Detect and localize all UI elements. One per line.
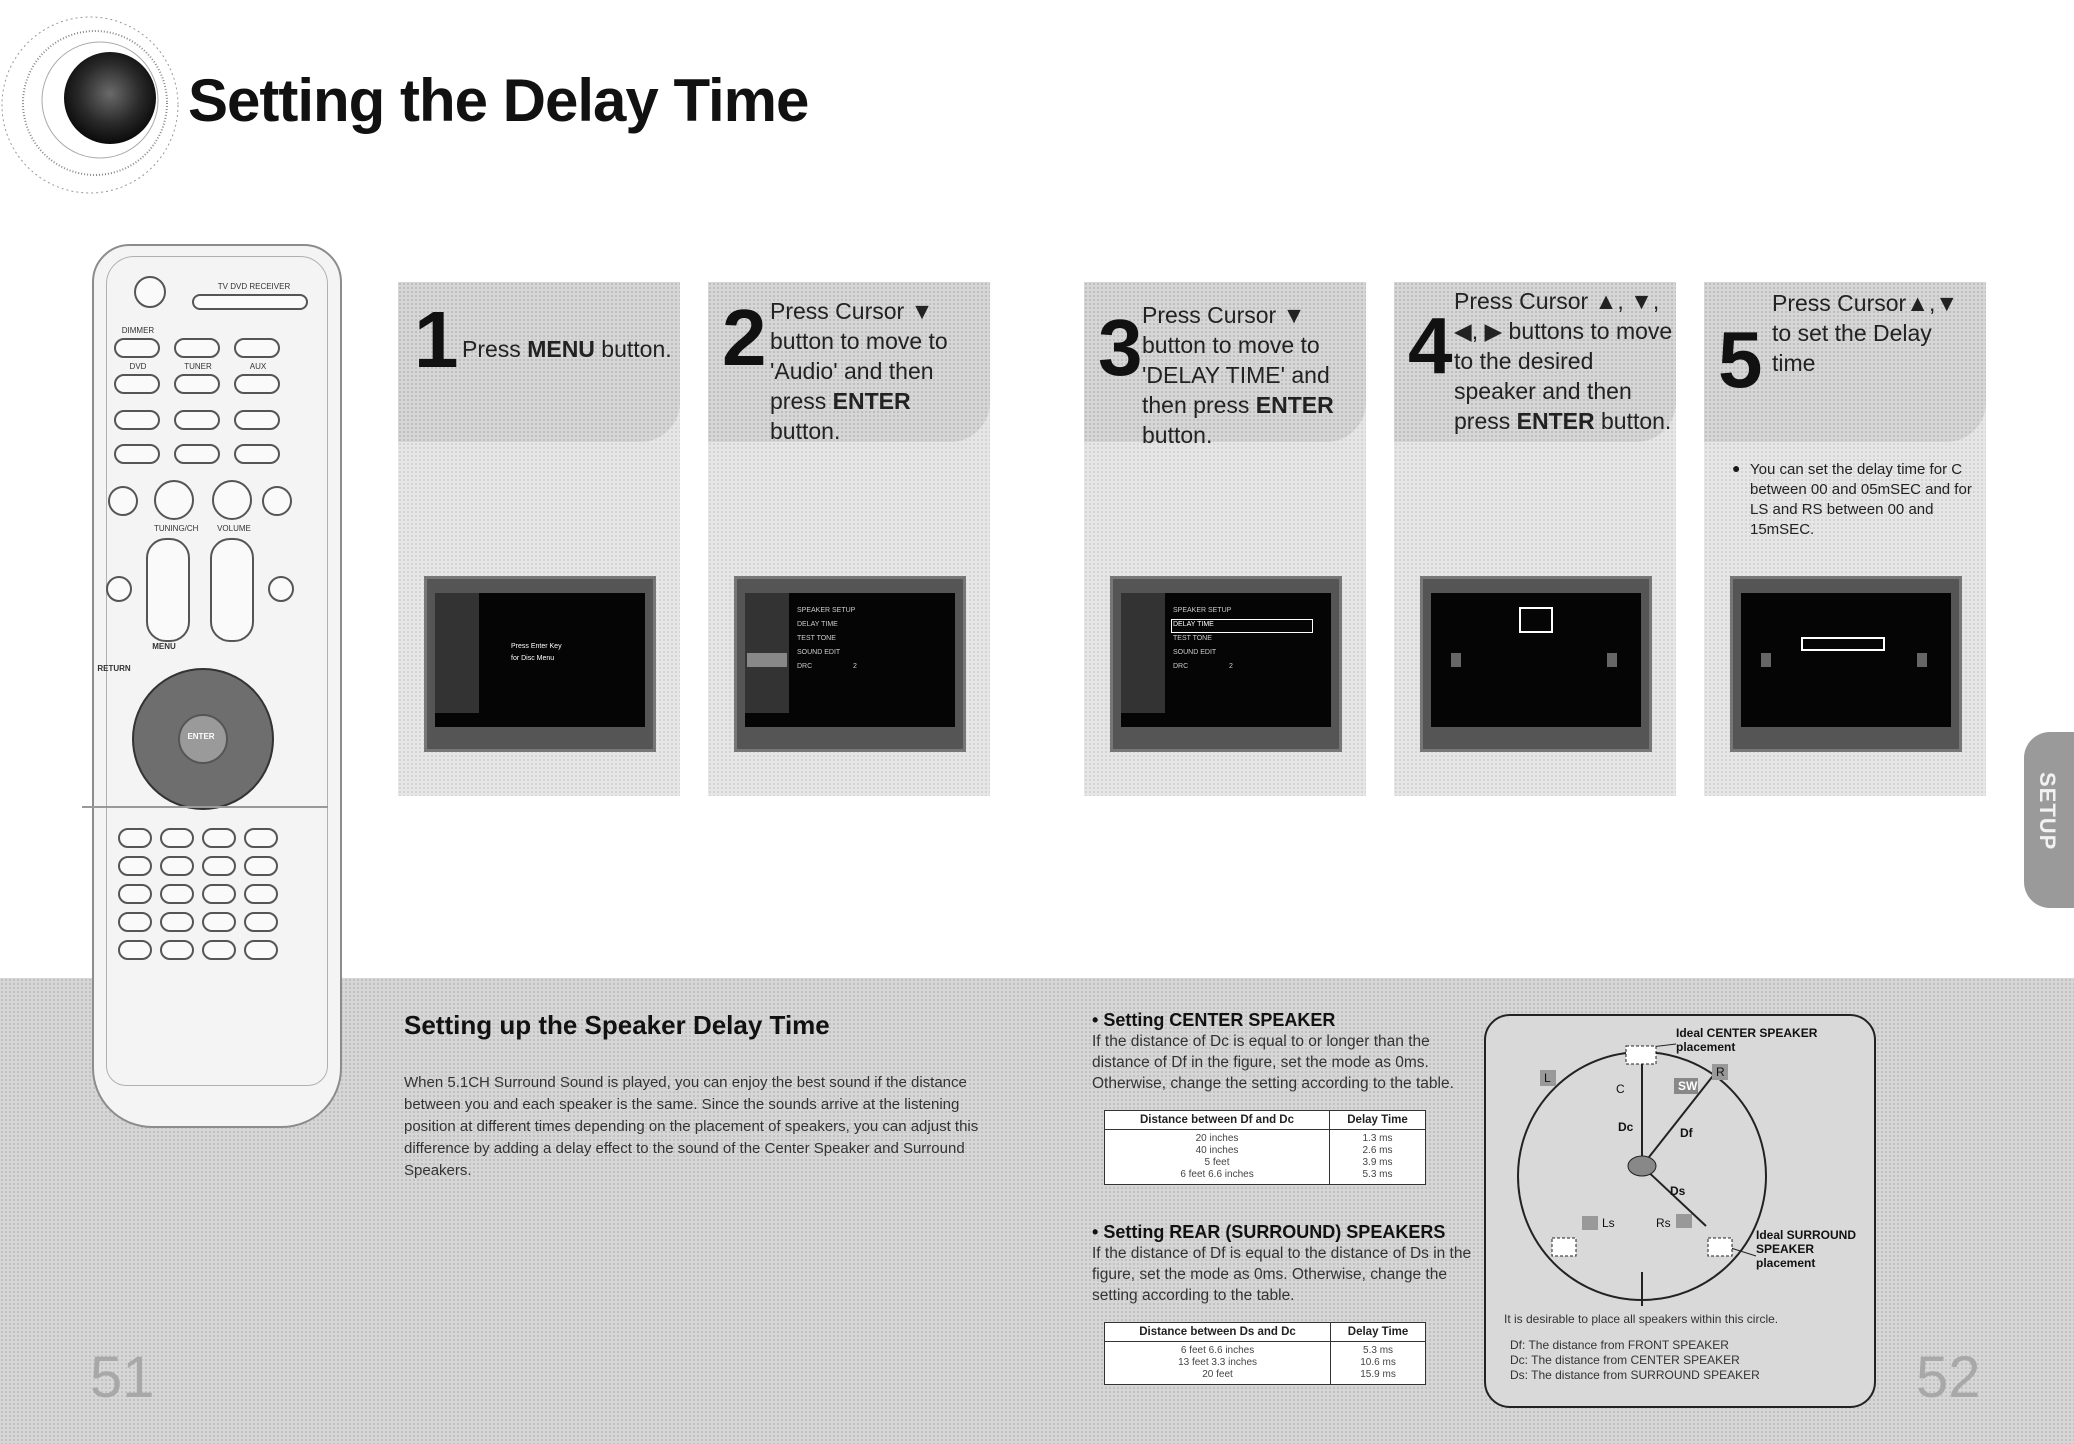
distance-value: 20 feet <box>1202 1369 1233 1380</box>
delay-value: 2.6 ms <box>1362 1145 1393 1156</box>
step-3-number: 3 <box>1098 303 1143 392</box>
remote-button <box>114 374 160 394</box>
table-cell <box>1105 1130 1330 1185</box>
label-l: L <box>1544 1071 1551 1085</box>
number-key <box>118 856 152 876</box>
delay-value-bar <box>1801 637 1885 651</box>
number-key <box>160 884 194 904</box>
number-key <box>244 828 278 848</box>
step-3-text <box>1142 300 1362 450</box>
step-1-text-b: button. <box>594 336 672 362</box>
remote-aux-label: AUX <box>249 362 267 371</box>
delay-value: 5.3 ms <box>1363 1345 1394 1356</box>
label-ls: Ls <box>1602 1216 1615 1230</box>
remote-enter-label: ENTER <box>187 732 215 741</box>
label-dc: Dc <box>1618 1120 1634 1134</box>
circle-note: It is desirable to place all speakers within this circle. <box>1504 1312 1779 1326</box>
remote-button <box>114 410 160 430</box>
remote-control-illustration <box>92 244 342 1128</box>
screen-3-item: SPEAKER SETUP <box>1173 607 1232 614</box>
screen-step-1 <box>424 576 656 752</box>
center-speaker-block <box>1092 1010 1472 1094</box>
screen-step-3 <box>1110 576 1342 752</box>
table-header: Distance between Ds and Dc <box>1105 1323 1331 1342</box>
remote-volume-label: VOLUME <box>217 524 251 533</box>
delay-value: 5.3 ms <box>1362 1169 1393 1180</box>
delay-value: 10.6 ms <box>1360 1357 1396 1368</box>
ideal-ls-box <box>1552 1238 1576 1256</box>
step-3-text-b: button. <box>1142 422 1213 448</box>
remote-button <box>174 410 220 430</box>
distance-value: 5 feet <box>1204 1157 1230 1168</box>
page-title: Setting the Delay Time <box>188 67 809 134</box>
screen-sidebar <box>1121 593 1165 713</box>
screen-display <box>1431 593 1641 727</box>
screen-display <box>435 593 645 727</box>
screen-step-4 <box>1420 576 1652 752</box>
label-r: R <box>1716 1065 1725 1079</box>
number-key <box>202 828 236 848</box>
distance-value: 40 inches <box>1195 1145 1239 1156</box>
table-cell <box>1330 1130 1426 1185</box>
legend-df: Df: The distance from FRONT SPEAKER <box>1510 1338 1729 1352</box>
remote-tuning-label: TUNING/CH <box>154 524 199 533</box>
screen-display <box>1741 593 1951 727</box>
remote-button <box>234 444 280 464</box>
stop-icon <box>154 480 194 520</box>
screen-3-drc-value: 2 <box>1229 663 1233 670</box>
listener-icon <box>1628 1156 1656 1176</box>
rs-speaker-icon <box>1676 1214 1692 1228</box>
remote-dvd-label: DVD <box>129 362 147 371</box>
table-header: Distance between Df and Dc <box>1105 1111 1330 1130</box>
step-4-text-a: Press Cursor ▲, ▼, ◀, ▶ buttons to move to the desired speaker and then press <box>1454 288 1673 434</box>
delay-value: 1.3 ms <box>1362 1133 1393 1144</box>
screen-display <box>745 593 955 727</box>
screen-1-line-2: for Disc Menu <box>511 655 555 662</box>
skip-forward-icon <box>262 486 292 516</box>
step-2-text-a: Press Cursor ▼ button to move to 'Audio' and then press <box>770 298 948 414</box>
step-1-text <box>462 334 672 364</box>
skip-back-icon <box>108 486 138 516</box>
screen-1-line-1: Press Enter Key <box>511 643 562 650</box>
remote-dimmer-label: DIMMER <box>121 326 155 335</box>
ideal-center-label: Ideal CENTER SPEAKER placement <box>1676 1026 1818 1054</box>
distance-value: 6 feet 6.6 inches <box>1180 1169 1254 1180</box>
screen-3-item: SOUND EDIT <box>1173 649 1217 656</box>
number-key <box>160 940 194 960</box>
screen-2-drc-value: 2 <box>853 663 857 670</box>
step-4-number: 4 <box>1408 301 1453 390</box>
setup-tab-label: SETUP <box>2035 772 2060 851</box>
delay-value: 15.9 ms <box>1360 1369 1396 1380</box>
power-button-icon <box>134 276 166 308</box>
legend-ds: Ds: The distance from SURROUND SPEAKER <box>1510 1368 1760 1382</box>
bullet-icon: ● <box>1732 460 1741 476</box>
remote-button <box>268 576 294 602</box>
play-pause-icon <box>212 480 252 520</box>
label-c: C <box>1616 1082 1625 1096</box>
rear-delay-table <box>1104 1322 1426 1385</box>
speaker-icon <box>1451 653 1461 667</box>
screen-3-item: TEST TONE <box>1173 635 1212 642</box>
remote-divider <box>82 806 328 808</box>
speaker-disc-logo <box>0 0 190 210</box>
number-key <box>160 912 194 932</box>
distance-value: 13 feet 3.3 inches <box>1178 1357 1258 1368</box>
step-5-number: 5 <box>1718 315 1763 404</box>
ideal-surround-label: Ideal SURROUND SPEAKER placement <box>1756 1228 1857 1270</box>
number-key <box>118 828 152 848</box>
rear-speaker-heading-text: Setting REAR (SURROUND) SPEAKERS <box>1103 1222 1446 1242</box>
rear-speaker-block <box>1092 1222 1478 1306</box>
screen-2-item: DRC <box>797 663 813 670</box>
table-cell <box>1331 1342 1426 1385</box>
section-body: When 5.1CH Surround Sound is played, you can enjoy the best sound if the distance between you and each speaker is the same. Since the sounds arrive at the listening position at different times depending on the placement of speakers, you can adjust this difference by adding a delay effect to the sound of the Center Speaker and Surround Speakers. <box>404 1074 979 1179</box>
speaker-placement-diagram <box>1484 1014 1876 1408</box>
number-key <box>118 940 152 960</box>
screen-3-item: DELAY TIME <box>1173 621 1214 628</box>
screen-3-item: DRC <box>1173 663 1189 670</box>
remote-tuner-label: TUNER <box>184 362 212 371</box>
step-3-text-a: Press Cursor ▼ button to move to 'DELAY TIME' and then press <box>1142 302 1330 418</box>
table-header-row <box>1105 1323 1426 1342</box>
remote-button <box>234 410 280 430</box>
speaker-icon <box>1761 653 1771 667</box>
step-1-number: 1 <box>414 295 459 384</box>
step-2-enter-bold: ENTER <box>832 388 911 414</box>
number-key <box>244 912 278 932</box>
remote-menu-label: MENU <box>152 642 176 651</box>
step-2-text <box>770 296 984 446</box>
label-rs: Rs <box>1656 1216 1671 1230</box>
page-number-left: 51 <box>90 1345 155 1410</box>
ls-speaker-icon <box>1582 1216 1598 1230</box>
label-ds: Ds <box>1670 1184 1686 1198</box>
center-delay-table <box>1104 1110 1426 1185</box>
step-1-menu-bold: MENU <box>527 336 595 362</box>
number-key <box>160 856 194 876</box>
number-key <box>118 884 152 904</box>
number-key <box>244 856 278 876</box>
legend-dc: Dc: The distance from CENTER SPEAKER <box>1510 1353 1740 1367</box>
step-2-text-b: button. <box>770 418 841 444</box>
remote-button <box>174 338 220 358</box>
step-5-note: You can set the delay time for C between 00 and 05mSEC and for LS and RS between 00 and 15mSEC. <box>1750 461 1972 538</box>
table-header: Delay Time <box>1330 1111 1426 1130</box>
volume-rocker <box>210 538 254 642</box>
screen-2-item: TEST TONE <box>797 635 836 642</box>
remote-button <box>114 444 160 464</box>
label-sw: SW <box>1678 1079 1698 1093</box>
step-1-text-a: Press <box>462 336 528 362</box>
screen-2-item: DELAY TIME <box>797 621 838 628</box>
table-header: Delay Time <box>1331 1323 1426 1342</box>
remote-button <box>106 576 132 602</box>
step-3-enter-bold: ENTER <box>1255 392 1334 418</box>
step-5-text: Press Cursor▲,▼ to set the Delay time <box>1772 290 1959 376</box>
center-speaker-heading-text: Setting CENTER SPEAKER <box>1103 1010 1336 1030</box>
number-key <box>118 912 152 932</box>
ideal-rs-box <box>1708 1238 1732 1256</box>
number-key <box>202 856 236 876</box>
step-4-text <box>1454 286 1674 436</box>
remote-button <box>234 374 280 394</box>
table-header-row <box>1105 1111 1426 1130</box>
remote-button <box>174 444 220 464</box>
rear-speaker-body: If the distance of Df is equal to the distance of Ds in the figure, set the mode as 0ms. Otherwise, change the setting according to the table. <box>1092 1245 1472 1304</box>
screen-step-2 <box>734 576 966 752</box>
screen-2-item: SPEAKER SETUP <box>797 607 856 614</box>
remote-button <box>174 374 220 394</box>
number-key <box>202 912 236 932</box>
rear-speaker-heading: • Setting REAR (SURROUND) SPEAKERS <box>1092 1222 1446 1242</box>
number-key <box>244 940 278 960</box>
remote-button <box>114 338 160 358</box>
table-row <box>1105 1130 1426 1185</box>
delay-value: 3.9 ms <box>1362 1157 1393 1168</box>
center-speaker-heading: • Setting CENTER SPEAKER <box>1092 1010 1336 1030</box>
table-row <box>1105 1342 1426 1385</box>
label-df: Df <box>1680 1126 1693 1140</box>
setup-side-tab <box>2024 732 2074 908</box>
ideal-center-box <box>1626 1046 1656 1064</box>
step-2-number: 2 <box>722 293 767 382</box>
remote-mode-label: TV DVD RECEIVER <box>217 282 291 291</box>
number-key <box>244 884 278 904</box>
step-4-enter-bold: ENTER <box>1516 408 1595 434</box>
speaker-icon <box>1917 653 1927 667</box>
speaker-icon <box>1607 653 1617 667</box>
center-speaker-body: If the distance of Dc is equal to or longer than the distance of Df in the figure, set the mode as 0ms. Otherwise, change the setting according to the table. <box>1092 1033 1454 1092</box>
screen-2-item: SOUND EDIT <box>797 649 841 656</box>
distance-value: 6 feet 6.6 inches <box>1180 1345 1255 1356</box>
screen-sidebar-selected <box>747 653 787 667</box>
page-number-right: 52 <box>1916 1345 1981 1410</box>
step-4-text-b: button. <box>1594 408 1672 434</box>
screen-display <box>1121 593 1331 727</box>
remote-button <box>234 338 280 358</box>
table-cell <box>1105 1342 1331 1385</box>
number-key <box>202 940 236 960</box>
speaker-select-box <box>1519 607 1553 633</box>
remote-return-label: RETURN <box>97 664 131 673</box>
number-key <box>202 884 236 904</box>
screen-sidebar <box>435 593 479 713</box>
screen-step-5 <box>1730 576 1962 752</box>
distance-value: 20 inches <box>1195 1133 1239 1144</box>
section-title: Setting up the Speaker Delay Time <box>404 1010 830 1040</box>
number-key <box>160 828 194 848</box>
mode-switch <box>192 294 308 310</box>
tuning-rocker <box>146 538 190 642</box>
